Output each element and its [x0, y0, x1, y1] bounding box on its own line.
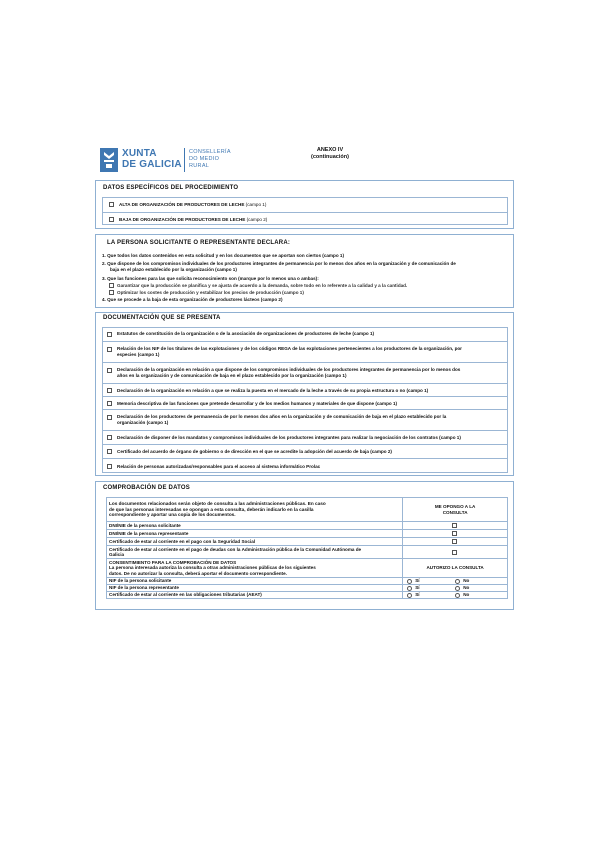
section-title: LA PERSONA SOLICITANTE O REPRESENTANTE DECLARA: [107, 240, 291, 246]
datos-especificos-section [95, 180, 514, 229]
declara-p4: 4. Que se procede a la baja de esta organización de productores lácteos (campo 2) [102, 297, 283, 302]
logo-divider [184, 148, 185, 172]
checkbox-icon[interactable] [452, 523, 457, 528]
declara-section [95, 234, 514, 308]
declara-opt1: Garantizar que la producción se planifica y se ajusta de acuerdo a la demanda, sobre todo en lo referente a la calidad y a la cantidad. [117, 283, 408, 288]
row-label: Certificado de estar al corriente en las obligaciones tributarias (AEAT) [107, 592, 403, 599]
row-label: Certificado de estar al corriente en el pago con la Seguridad Social [107, 538, 403, 546]
doc-item[interactable]: Declaración de los productores de permanencia de por lo menos dos años en la organización y de comunicación de baja en el plazo establecido por la organización (campo 1) [103, 409, 507, 431]
checkbox-icon[interactable] [109, 202, 114, 207]
si-label: Sí [415, 592, 420, 597]
checkbox-icon[interactable] [107, 435, 112, 440]
comprobacion-table [106, 497, 508, 599]
checkbox-icon[interactable] [107, 415, 112, 420]
option-alta[interactable] [103, 198, 507, 212]
checkbox-icon[interactable] [107, 332, 112, 337]
logo-wordmark: XUNTA DE GALICIA [122, 148, 182, 170]
intro-text: Los documentos relacionados serán objeto de consulta a las administraciones públicas. En caso de que las personas interesadas se opongan a esta consulta, deberán indicarlo en la casilla correspondiente y aportar una copia de los documentos. [107, 498, 403, 522]
xunta-logo-icon [100, 148, 118, 172]
checkbox-icon[interactable] [109, 217, 114, 222]
checkbox-icon[interactable] [109, 283, 114, 288]
row-label: NIF de la persona solicitante [107, 578, 403, 585]
radio-icon[interactable] [455, 579, 460, 584]
si-label: Sí [415, 578, 420, 583]
opongo-header: ME OPONGO A LA CONSULTA [403, 498, 508, 522]
row-label: DNI/NIE de la persona representante [107, 530, 403, 538]
option-note: (campo 1) [244, 202, 267, 207]
section-title: DATOS ESPECÍFICOS DEL PROCEDIMIENTO [103, 185, 239, 191]
table-row [107, 546, 508, 559]
radio-icon[interactable] [407, 586, 412, 591]
doc-item[interactable]: Relación de los NIF de los titulares de las explotaciones y de los códigos REGA de las explotaciones pertenecientes a los productores de la organización, por especies (campo 1) [103, 341, 507, 363]
option-label: ALTA DE ORGANIZACIÓN DE PRODUCTORES DE LECHE [119, 202, 245, 207]
table-header-row [107, 498, 508, 522]
radio-icon[interactable] [407, 579, 412, 584]
doc-item[interactable]: Relación de personas autorizadas/responsables para el acceso al sistema informático Prolac [103, 458, 507, 474]
table-row [107, 530, 508, 538]
row-label: Certificado de estar al corriente en el pago de deudas con la Administración pública de la Comunidad Autónoma de Galicia [107, 546, 403, 559]
checkbox-icon[interactable] [452, 539, 457, 544]
datos-options [102, 197, 508, 225]
option-baja[interactable] [103, 212, 507, 226]
checkbox-icon[interactable] [107, 401, 112, 406]
annex-label: ANEXO IV (continuación) [311, 147, 349, 160]
doc-item[interactable]: Estatutos de constitución de la organización o de la asociación de organizaciones de productores de leche (campo 1) [103, 328, 507, 341]
consent-header-row [107, 559, 508, 578]
row-label: DNI/NIE de la persona solicitante [107, 522, 403, 530]
doc-item[interactable]: Declaración de la organización en relación a que dispone de los compromisos individuales de los productores integrantes de permanencia por lo menos dos años en la organización y de comunicación de baja en el plazo establecido por la organización (campo 1) [103, 362, 507, 384]
declara-p2: 2. Que dispone de los compromisos individuales de los productores integrantes de permanencia por lo menos dos años en la organización y de comunicación de baja en el plazo establecido por la organización (campo 1) [102, 261, 456, 272]
checkbox-icon[interactable] [452, 531, 457, 536]
section-title: COMPROBACIÓN DE DATOS [103, 485, 190, 491]
no-label: No [463, 578, 470, 583]
department-name: CONSELLERÍA DO MEDIO RURAL [189, 149, 231, 169]
checkbox-icon[interactable] [109, 290, 114, 295]
table-row [107, 538, 508, 546]
section-title: DOCUMENTACIÓN QUE SE PRESENTA [103, 315, 221, 321]
radio-icon[interactable] [455, 593, 460, 598]
radio-icon[interactable] [407, 593, 412, 598]
checkbox-icon[interactable] [452, 550, 457, 555]
radio-icon[interactable] [455, 586, 460, 591]
doc-item[interactable]: Certificado del acuerdo de órgano de gobierno o de dirección en el que se acredite la adopción del acuerdo de baja (campo 2) [103, 444, 507, 459]
doc-item[interactable]: Declaración de disponer de los mandatos y compromisos individuales de los productores integrantes para realizar la negociación de los contratos (campo 1) [103, 430, 507, 445]
comprobacion-section [95, 481, 514, 610]
doc-item[interactable]: Memoria descriptiva de las funciones que pretende desarrollar y de los medios humanos y materiales de que dispone (campo 1) [103, 396, 507, 410]
table-row [107, 578, 508, 585]
autorizo-header: AUTORIZO LA CONSULTA [403, 559, 508, 578]
checkbox-icon[interactable] [107, 464, 112, 469]
checkbox-icon[interactable] [107, 347, 112, 352]
option-label: BAJA DE ORGANIZACIÓN DE PRODUCTORES DE LECHE [119, 217, 246, 222]
no-label: No [463, 585, 470, 590]
checkbox-icon[interactable] [107, 388, 112, 393]
option-note: (campo 2) [245, 217, 268, 222]
xunta-logo [100, 146, 240, 176]
documentacion-section [95, 312, 514, 476]
table-row [107, 592, 508, 599]
checkbox-icon[interactable] [107, 449, 112, 454]
declara-p3: 3. Que las funciones para las que solicita reconocimiento son (marque por lo menos una o ambas): [102, 276, 319, 281]
row-label: NIF de la persona representante [107, 585, 403, 592]
table-row [107, 585, 508, 592]
checkbox-icon[interactable] [107, 368, 112, 373]
consent-text: CONSENTIMIENTO PARA LA COMPROBACIÓN DE DATOS La persona interesada autoriza la consulta a otras administraciones públicas de los siguientes datos. De no autorizar la consulta, deberá aportar el documento correspondiente. [107, 559, 403, 578]
si-label: Sí [415, 585, 420, 590]
docs-list [102, 327, 508, 473]
no-label: No [463, 592, 470, 597]
declara-p1: 1. Que todos los datos contenidos en esta solicitud y en los documentos que se aportan son ciertos (campo 1) [102, 253, 344, 258]
doc-item[interactable]: Declaración de la organización en relación a que se realiza la puesta en el mercado de la leche a través de su propia estructura o no (campo 1) [103, 383, 507, 397]
declara-opt2: Optimizar los costes de producción y estabilizar los precios de producción (campo 1) [117, 290, 304, 295]
table-row [107, 522, 508, 530]
